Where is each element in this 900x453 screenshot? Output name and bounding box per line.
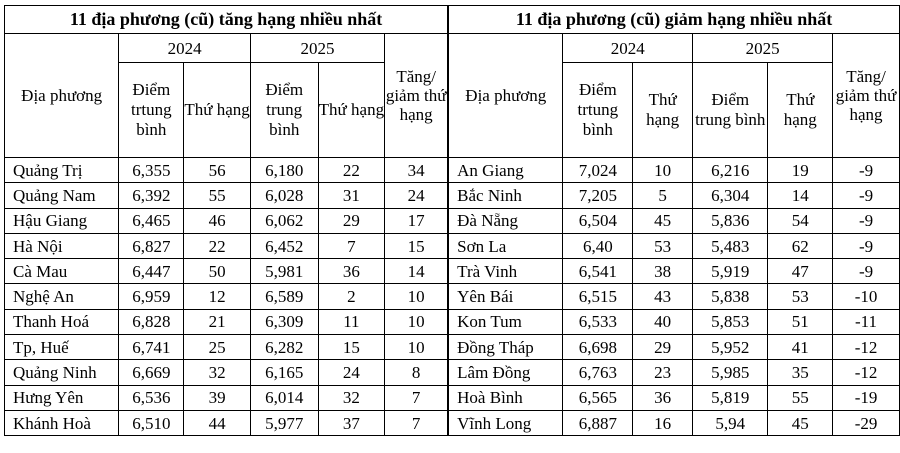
left-score-2024-cell: 6,828 <box>119 309 184 334</box>
left-rank-2024-cell: 50 <box>184 259 251 284</box>
left-rank-change-cell: 24 <box>385 183 448 208</box>
right-score-2024-cell: 6,541 <box>563 259 633 284</box>
left-place-cell: Thanh Hoá <box>5 309 119 334</box>
right-place-cell: Trà Vinh <box>449 259 563 284</box>
left-place-cell: Hưng Yên <box>5 385 119 410</box>
right-rank-2024-cell: 29 <box>633 335 693 360</box>
right-score-2024-cell: 6,40 <box>563 233 633 258</box>
left-score-2024-cell: 6,741 <box>119 335 184 360</box>
table-row <box>5 158 900 183</box>
right-score-2024-cell: 7,024 <box>563 158 633 183</box>
right-place-cell: Kon Tum <box>449 309 563 334</box>
right-rank-2024-cell: 36 <box>633 385 693 410</box>
left-rank-2025-cell: 24 <box>318 360 385 385</box>
left-place-cell: Cà Mau <box>5 259 119 284</box>
table-row <box>5 360 900 385</box>
left-rank-2024-cell: 21 <box>184 309 251 334</box>
left-table-title: 11 địa phương (cũ) tăng hạng nhiều nhất <box>5 6 448 34</box>
left-score-2025-cell: 6,165 <box>250 360 318 385</box>
left-score-2024-cell: 6,465 <box>119 208 184 233</box>
left-place-cell: Nghệ An <box>5 284 119 309</box>
left-rank-2024-cell: 56 <box>184 158 251 183</box>
left-header-rank-2025: Thứ hạng <box>318 63 385 158</box>
ranking-table <box>4 5 900 436</box>
left-rank-2025-cell: 15 <box>318 335 385 360</box>
right-header-2025: 2025 <box>693 34 833 63</box>
left-rank-2025-cell: 36 <box>318 259 385 284</box>
right-rank-2025-cell: 14 <box>768 183 833 208</box>
left-rank-2024-cell: 12 <box>184 284 251 309</box>
right-place-cell: Yên Bái <box>449 284 563 309</box>
left-score-2025-cell: 6,282 <box>250 335 318 360</box>
left-place-cell: Hà Nội <box>5 233 119 258</box>
right-rank-change-cell: -29 <box>833 410 900 435</box>
left-score-2025-cell: 5,981 <box>250 259 318 284</box>
right-rank-2025-cell: 45 <box>768 410 833 435</box>
right-place-cell: Đồng Tháp <box>449 335 563 360</box>
right-score-2024-cell: 6,763 <box>563 360 633 385</box>
table-row <box>5 183 900 208</box>
left-header-score-2024: Điểm trtung bình <box>119 63 184 158</box>
right-rank-change-cell: -19 <box>833 385 900 410</box>
left-place-cell: Khánh Hoà <box>5 410 119 435</box>
right-rank-change-cell: -12 <box>833 335 900 360</box>
right-score-2025-cell: 5,836 <box>693 208 768 233</box>
right-rank-2025-cell: 41 <box>768 335 833 360</box>
left-score-2024-cell: 6,536 <box>119 385 184 410</box>
left-rank-2025-cell: 22 <box>318 158 385 183</box>
left-rank-change-cell: 8 <box>385 360 448 385</box>
table-row <box>5 309 900 334</box>
left-score-2025-cell: 6,062 <box>250 208 318 233</box>
right-header-2024: 2024 <box>563 34 693 63</box>
right-rank-2025-cell: 55 <box>768 385 833 410</box>
right-header-change: Tăng/ giảm thứ hạng <box>833 34 900 158</box>
right-rank-2025-cell: 51 <box>768 309 833 334</box>
right-rank-2024-cell: 10 <box>633 158 693 183</box>
left-score-2025-cell: 6,452 <box>250 233 318 258</box>
right-score-2025-cell: 5,838 <box>693 284 768 309</box>
left-header-score-2025: Điểm trung bình <box>250 63 318 158</box>
right-score-2024-cell: 6,533 <box>563 309 633 334</box>
left-rank-change-cell: 10 <box>385 284 448 309</box>
right-rank-2025-cell: 47 <box>768 259 833 284</box>
right-header-score-2025: Điểm trung bình <box>693 63 768 158</box>
left-score-2024-cell: 6,959 <box>119 284 184 309</box>
right-rank-change-cell: -9 <box>833 183 900 208</box>
left-header-rank-2024: Thứ hạng <box>184 63 251 158</box>
right-score-2024-cell: 6,515 <box>563 284 633 309</box>
right-score-2024-cell: 6,504 <box>563 208 633 233</box>
left-score-2024-cell: 6,392 <box>119 183 184 208</box>
right-rank-2024-cell: 5 <box>633 183 693 208</box>
right-place-cell: Hoà Bình <box>449 385 563 410</box>
left-score-2024-cell: 6,447 <box>119 259 184 284</box>
right-rank-2025-cell: 53 <box>768 284 833 309</box>
left-rank-2025-cell: 29 <box>318 208 385 233</box>
left-rank-2025-cell: 2 <box>318 284 385 309</box>
right-table-title: 11 địa phương (cũ) giảm hạng nhiều nhất <box>449 6 900 34</box>
right-rank-2024-cell: 40 <box>633 309 693 334</box>
left-score-2025-cell: 6,309 <box>250 309 318 334</box>
table-row <box>5 284 900 309</box>
right-rank-2024-cell: 38 <box>633 259 693 284</box>
left-rank-change-cell: 7 <box>385 385 448 410</box>
right-rank-change-cell: -9 <box>833 158 900 183</box>
left-rank-change-cell: 10 <box>385 309 448 334</box>
right-place-cell: Đà Nẵng <box>449 208 563 233</box>
right-rank-2024-cell: 45 <box>633 208 693 233</box>
left-score-2024-cell: 6,355 <box>119 158 184 183</box>
right-rank-change-cell: -9 <box>833 233 900 258</box>
right-rank-2025-cell: 62 <box>768 233 833 258</box>
right-rank-2024-cell: 16 <box>633 410 693 435</box>
left-score-2025-cell: 5,977 <box>250 410 318 435</box>
left-place-cell: Tp, Huế <box>5 335 119 360</box>
left-rank-2024-cell: 32 <box>184 360 251 385</box>
left-place-cell: Quảng Nam <box>5 183 119 208</box>
table-row <box>5 335 900 360</box>
table-row <box>5 385 900 410</box>
right-score-2025-cell: 5,819 <box>693 385 768 410</box>
left-rank-change-cell: 17 <box>385 208 448 233</box>
left-score-2024-cell: 6,827 <box>119 233 184 258</box>
table-row <box>5 410 900 435</box>
left-rank-change-cell: 7 <box>385 410 448 435</box>
left-score-2025-cell: 6,014 <box>250 385 318 410</box>
right-header-score-2024: Điểm trtung bình <box>563 63 633 158</box>
left-header-place: Địa phương <box>5 34 119 158</box>
right-header-place: Địa phương <box>449 34 563 158</box>
left-rank-change-cell: 34 <box>385 158 448 183</box>
left-place-cell: Quảng Trị <box>5 158 119 183</box>
right-place-cell: Bắc Ninh <box>449 183 563 208</box>
left-score-2024-cell: 6,510 <box>119 410 184 435</box>
right-score-2024-cell: 6,698 <box>563 335 633 360</box>
left-rank-2024-cell: 44 <box>184 410 251 435</box>
right-rank-2024-cell: 23 <box>633 360 693 385</box>
left-rank-2024-cell: 46 <box>184 208 251 233</box>
right-header-rank-2024: Thứ hạng <box>633 63 693 158</box>
left-score-2024-cell: 6,669 <box>119 360 184 385</box>
left-rank-2025-cell: 32 <box>318 385 385 410</box>
ranking-tables <box>4 5 900 436</box>
right-score-2024-cell: 7,205 <box>563 183 633 208</box>
right-rank-change-cell: -9 <box>833 208 900 233</box>
right-rank-2024-cell: 53 <box>633 233 693 258</box>
table-row <box>5 259 900 284</box>
right-score-2025-cell: 6,304 <box>693 183 768 208</box>
left-rank-2025-cell: 7 <box>318 233 385 258</box>
left-rank-2024-cell: 55 <box>184 183 251 208</box>
right-rank-2025-cell: 19 <box>768 158 833 183</box>
left-rank-2025-cell: 37 <box>318 410 385 435</box>
left-rank-2024-cell: 22 <box>184 233 251 258</box>
right-score-2025-cell: 6,216 <box>693 158 768 183</box>
left-header-change: Tăng/ giảm thứ hạng <box>385 34 448 158</box>
right-place-cell: Lâm Đồng <box>449 360 563 385</box>
table-row <box>5 208 900 233</box>
left-score-2025-cell: 6,589 <box>250 284 318 309</box>
left-rank-change-cell: 14 <box>385 259 448 284</box>
right-place-cell: Sơn La <box>449 233 563 258</box>
table-row <box>5 233 900 258</box>
right-rank-change-cell: -11 <box>833 309 900 334</box>
right-header-rank-2025: Thứ hạng <box>768 63 833 158</box>
right-score-2025-cell: 5,94 <box>693 410 768 435</box>
right-place-cell: Vĩnh Long <box>449 410 563 435</box>
right-score-2024-cell: 6,565 <box>563 385 633 410</box>
left-place-cell: Quảng Ninh <box>5 360 119 385</box>
right-rank-change-cell: -10 <box>833 284 900 309</box>
right-rank-2025-cell: 54 <box>768 208 833 233</box>
left-score-2025-cell: 6,180 <box>250 158 318 183</box>
left-header-2025: 2025 <box>250 34 384 63</box>
right-rank-2025-cell: 35 <box>768 360 833 385</box>
right-score-2025-cell: 5,919 <box>693 259 768 284</box>
left-header-2024: 2024 <box>119 34 251 63</box>
right-score-2025-cell: 5,952 <box>693 335 768 360</box>
right-score-2025-cell: 5,853 <box>693 309 768 334</box>
left-rank-change-cell: 15 <box>385 233 448 258</box>
left-rank-2025-cell: 11 <box>318 309 385 334</box>
right-rank-change-cell: -9 <box>833 259 900 284</box>
left-rank-change-cell: 10 <box>385 335 448 360</box>
left-rank-2025-cell: 31 <box>318 183 385 208</box>
left-place-cell: Hậu Giang <box>5 208 119 233</box>
right-score-2025-cell: 5,985 <box>693 360 768 385</box>
right-score-2025-cell: 5,483 <box>693 233 768 258</box>
right-rank-2024-cell: 43 <box>633 284 693 309</box>
left-score-2025-cell: 6,028 <box>250 183 318 208</box>
right-place-cell: An Giang <box>449 158 563 183</box>
right-rank-change-cell: -12 <box>833 360 900 385</box>
right-score-2024-cell: 6,887 <box>563 410 633 435</box>
left-rank-2024-cell: 39 <box>184 385 251 410</box>
left-rank-2024-cell: 25 <box>184 335 251 360</box>
